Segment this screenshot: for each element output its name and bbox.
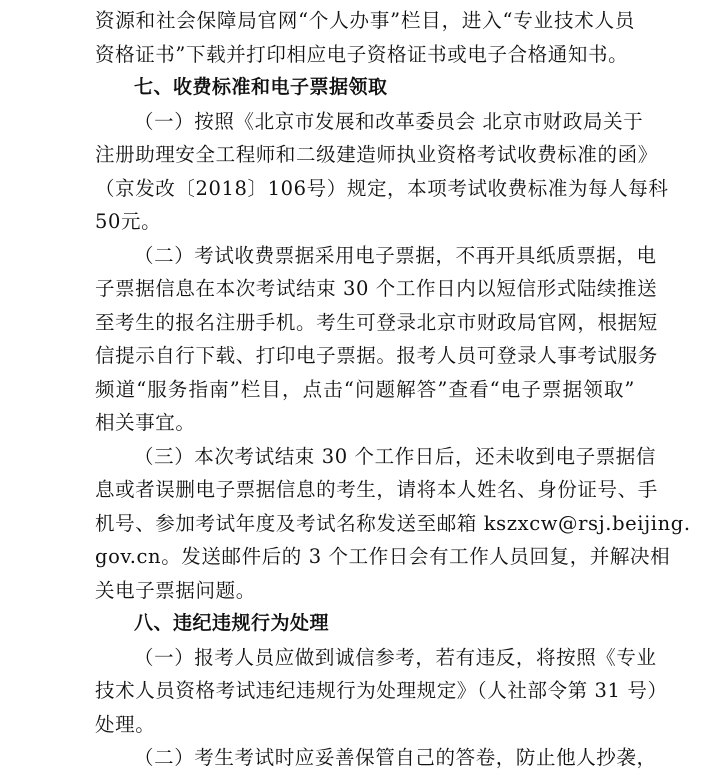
s8-p1-line-2: 技术人员资格考试违纪违规行为处理规定》（人社部令第 31 号） [95, 679, 668, 702]
s7-p3-line-2: 息或者误删电子票据信息的考生，请将本人姓名、身份证号、手 [95, 478, 658, 501]
document-page [95, 4, 691, 775]
s7-p2-line-4: 信提示自行下载、打印电子票据。报考人员可登录人事考试服务 [95, 344, 658, 367]
s7-p2-line-1: （二）考试收费票据采用电子票据，不再开具纸质票据，电 [134, 243, 657, 267]
section-8-heading: 八、违纪违规行为处理 [134, 612, 330, 634]
s8-p1-line-3: 处理。 [95, 712, 156, 736]
s7-p2-line-3: 至考生的报名注册手机。考生可登录北京市财政局官网，根据短 [95, 310, 658, 334]
s7-p1-line-3: （京发改〔2018〕106号）规定，本项考试收费标准为每人每科 [95, 176, 669, 200]
s7-p3-line-5: 关电子票据问题。 [95, 578, 256, 602]
s7-p1-line-2: 注册助理安全工程师和二级建造师执业资格考试收费标准的函》 [95, 143, 658, 166]
s7-p2-line-5: 频道“服务指南”栏目，点击“问题解答”查看“电子票据领取” [95, 377, 635, 401]
s7-p3-line-3: 机号、参加考试年度及考试名称发送至邮箱 kszxcw@rsj.beijing. [95, 511, 691, 535]
s8-p2-line-1: （二）考生考试时应妥善保管自己的答卷，防止他人抄袭， [134, 746, 657, 769]
s7-p3-line-4: gov.cn。发送邮件后的 3 个工作日会有工作人员回复，并解决相 [95, 545, 671, 568]
s7-p2-line-6: 相关事宜。 [95, 411, 196, 434]
s7-p3-line-1: （三）本次考试结束 30 个工作日后，还未收到电子票据信 [134, 444, 657, 468]
section-7-heading: 七、收费标准和电子票据领取 [134, 76, 388, 98]
s7-p1-line-4: 50元。 [95, 210, 162, 233]
intro-line-1: 资源和社会保障局官网“个人办事”栏目，进入“专业技术人员 [95, 9, 635, 32]
s8-p1-line-1: （一）报考人员应做到诚信参考，若有违反，将按照《专业 [134, 645, 657, 669]
s7-p1-line-1: （一）按照《北京市发展和改革委员会 北京市财政局关于 [134, 109, 644, 133]
s7-p2-line-2: 子票据信息在本次考试结束 30 个工作日内以短信形式陆续推送 [95, 277, 658, 300]
intro-line-2: 资格证书”下载并打印相应电子资格证书或电子合格通知书。 [95, 42, 629, 66]
